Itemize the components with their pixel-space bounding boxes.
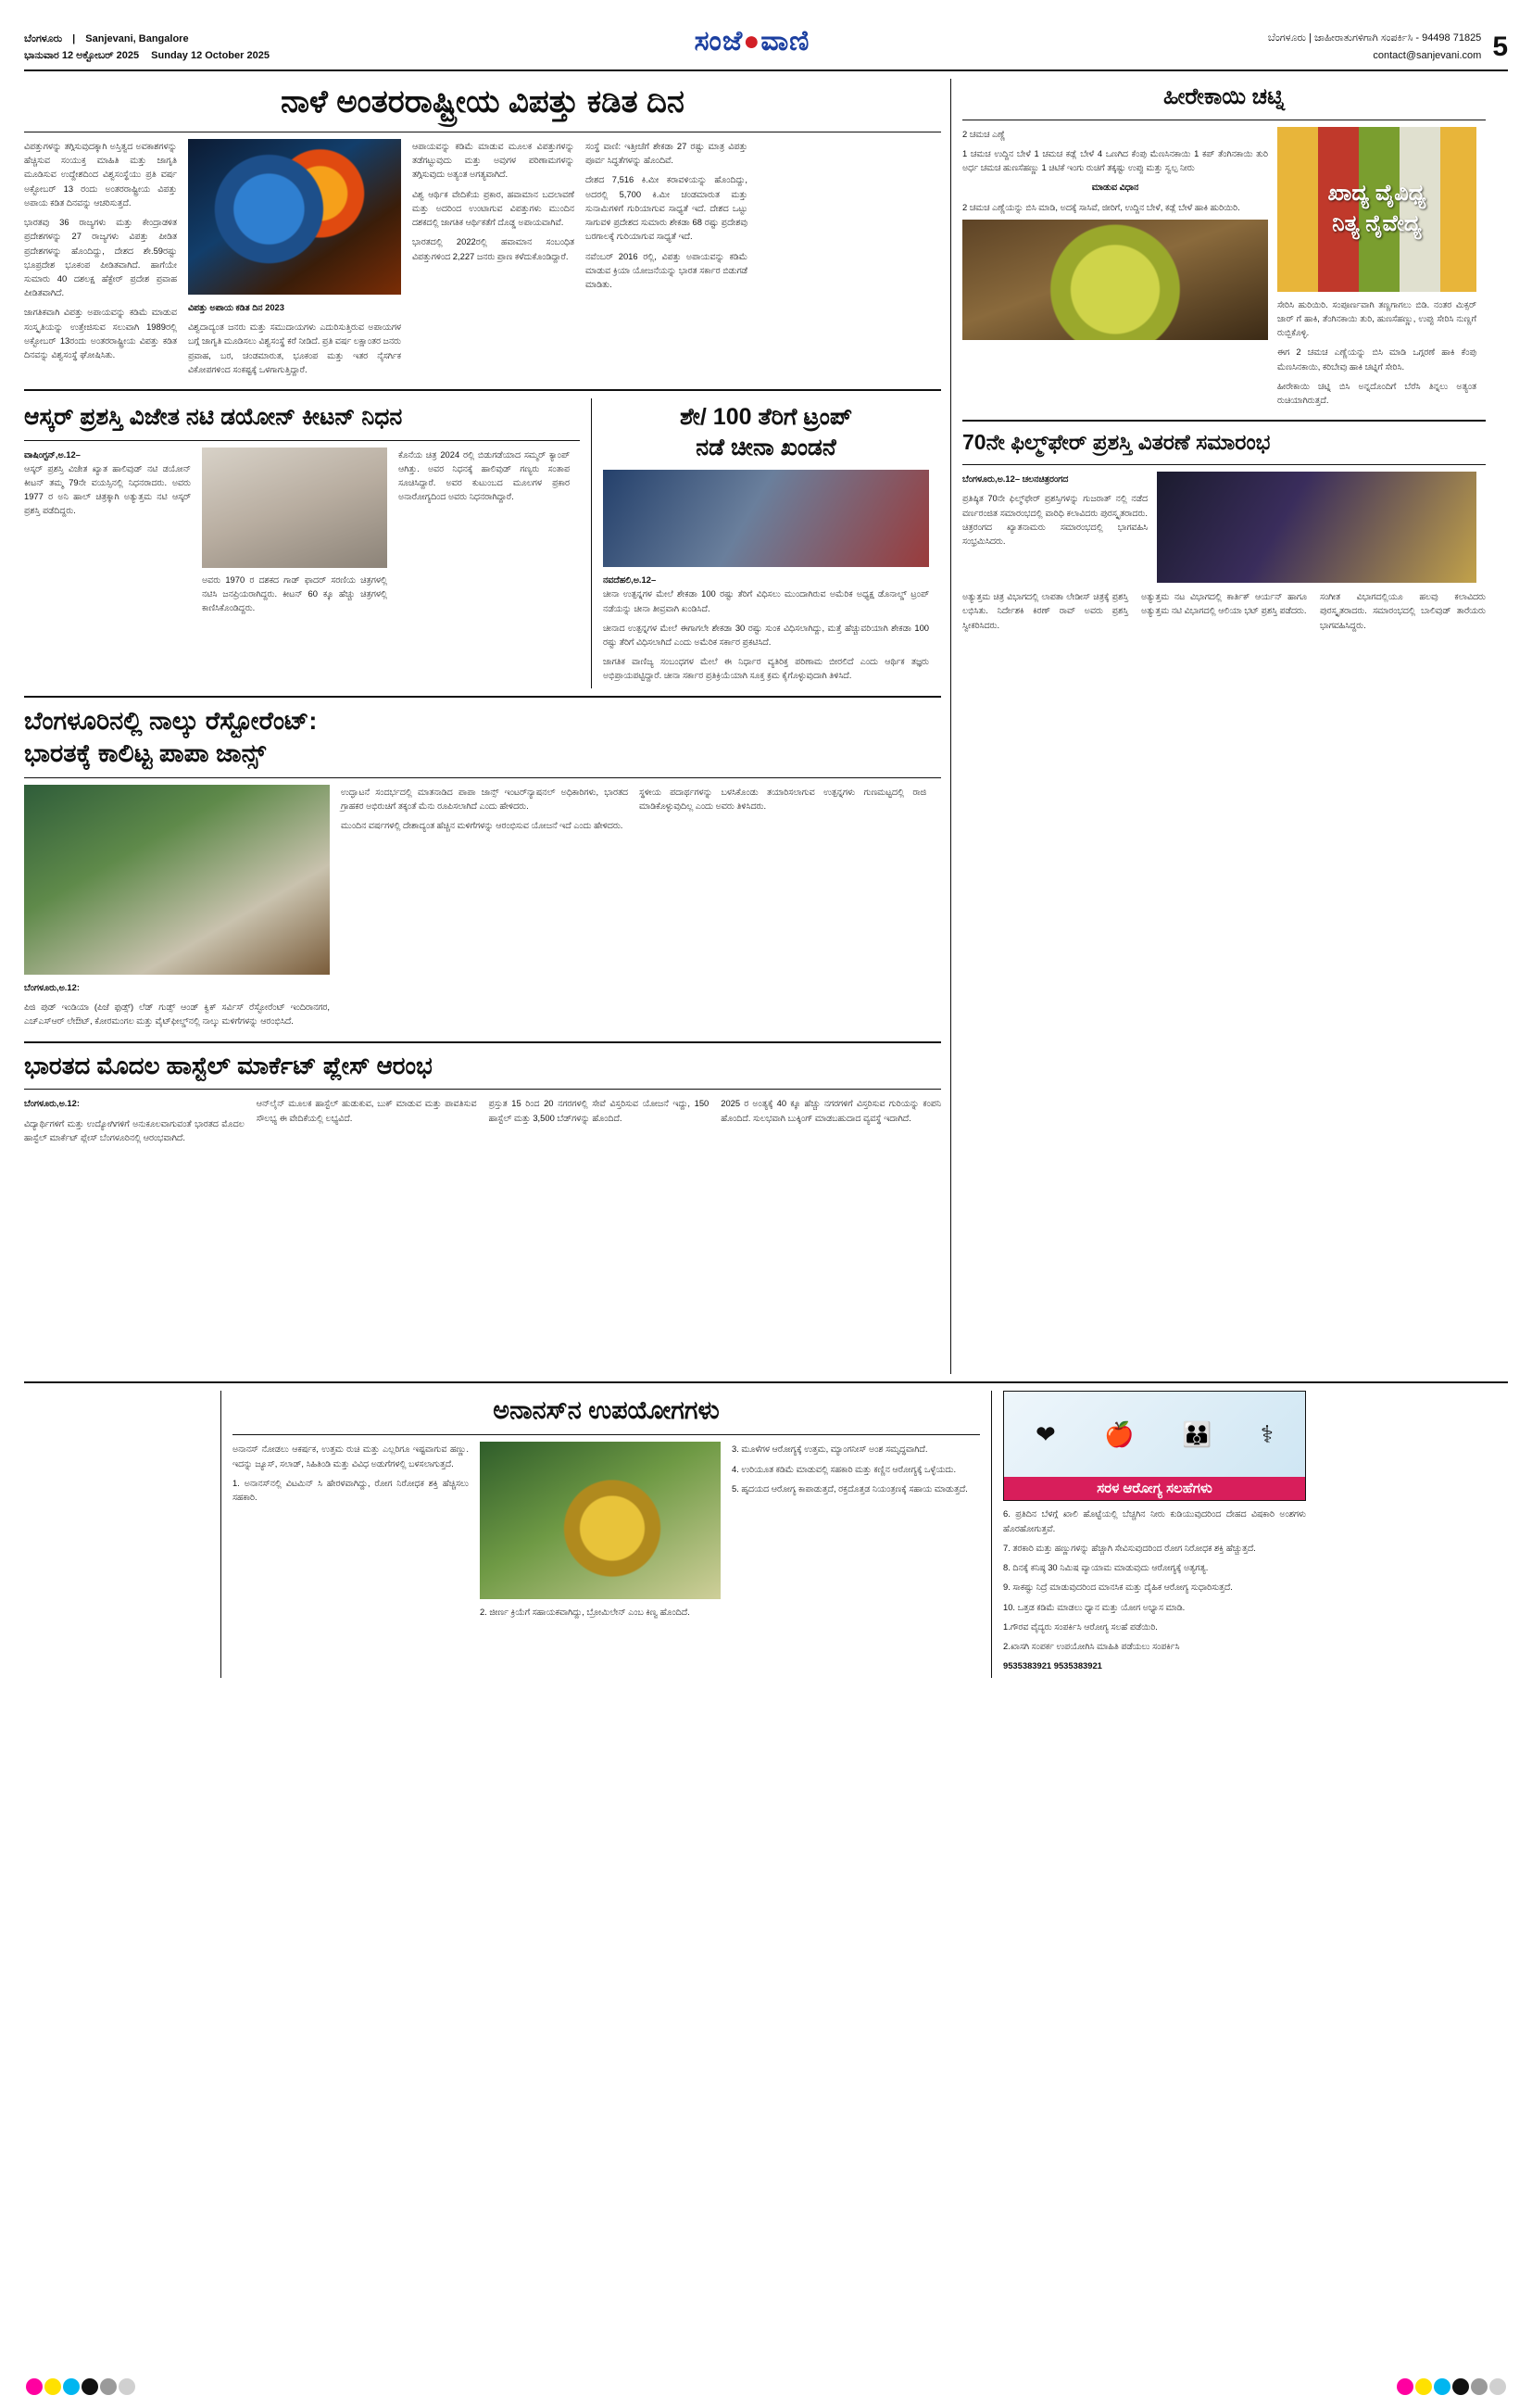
- color-registration-right: [1397, 2378, 1506, 2395]
- lead-headline: ನಾಳೆ ಅಂತರರಾಷ್ಟ್ರೀಯ ವಿಪತ್ತು ಕಡಿತ ದಿನ: [281, 84, 684, 120]
- restaurant-p4: ಮುಂದಿನ ವರ್ಷಗಳಲ್ಲಿ ದೇಶಾದ್ಯಂತ ಹೆಚ್ಚಿನ ಮಳಿಗೆಗಳನ್ನು ಆರಂಭಿಸುವ ಯೋಜನೆ ಇದೆ ಎಂದು ಹೇಳಿದರು.: [341, 820, 623, 831]
- china-headline-l1: ಶೇ/ 100 ತೆರಿಗೆ ಟ್ರಂಪ್: [680, 404, 852, 431]
- restaurant-p3: ಸ್ಥಳೀಯ ಪದಾರ್ಥಗಳನ್ನು ಬಳಸಿಕೊಂಡು ತಯಾರಿಸಲಾಗುವ ಉತ್ಪನ್ನಗಳು ಗುಣಮಟ್ಟದಲ್ಲಿ ರಾಜಿ ಮಾಡಿಕೊಳ್ಳುವುದಿಲ್ಲ ಎಂದು ಅವರು ತಿಳಿಸಿದರು.: [639, 786, 926, 812]
- logo-dot-icon: ●: [743, 26, 761, 57]
- diane-keaton-photo: [202, 448, 387, 568]
- restaurant-p2: ಉದ್ಘಾಟನೆ ಸಂದರ್ಭದಲ್ಲಿ ಮಾತನಾಡಿದ ಪಾಪಾ ಜಾನ್ಸ್ ಇಂಟರ್‌ನ್ಯಾಷನಲ್ ಅಧಿಕಾರಿಗಳು, ಭಾರತದ ಗ್ರಾಹಕರ ಅಭಿರುಚಿಗೆ ತಕ್ಕಂತೆ ಮೆನು ರೂಪಿಸಲಾಗಿದೆ ಎಂದು ಹೇಳಿದರು.: [341, 786, 628, 812]
- earth-disaster-photo: [188, 139, 401, 295]
- lead-col2-p1: ವಿಶ್ವದಾದ್ಯಂತ ಜನರು ಮತ್ತು ಸಮುದಾಯಗಳು ಎದುರಿಸುತ್ತಿರುವ ಅಪಾಯಗಳ ಬಗ್ಗೆ ಜಾಗೃತಿ ಮೂಡಿಸಲು ವಿಶ್ವಸಂಸ್ಥೆ ಕರೆ ನೀಡಿದೆ. ಪ್ರತಿ ವರ್ಷ ಲಕ್ಷಾಂತರ ಜನರು ಪ್ರವಾಹ, ಬರ, ಚಂಡಮಾರುತ, ಭೂಕಂಪ ಮತ್ತು ಇತರ ನೈಸರ್ಗಿಕ ವಿಕೋಪಗಳಿಂದ ಸಂಕಷ್ಟಕ್ಕೆ ಒಳಗಾಗುತ್ತಿದ್ದಾರೆ.: [188, 321, 401, 374]
- lead-col-3: [412, 139, 574, 382]
- health-contact-2: 2.ಖಾಸಗಿ ಸಂಪರ್ಕ ಉಪಯೋಗಿಸಿ ಮಾಹಿತಿ ಪಡೆಯಲು ಸಂಪರ್ಕಿಸಿ: [1003, 1641, 1180, 1652]
- chutney-photo: [962, 220, 1268, 340]
- heart-icon: ❤: [1036, 1419, 1056, 1448]
- lead-p1: ವಿಪತ್ತುಗಳನ್ನು ತಗ್ಗಿಸುವುದಕ್ಕಾಗಿ ಅಸ್ತಿತ್ವದ ಅವಕಾಶಗಳನ್ನು ಹೆಚ್ಚಿಸುವ ಸಂಯುಕ್ತ ಮಾಹಿತಿ ಮತ್ತು ಜಾಗೃತಿ ಮೂಡಿಸುವ ಉದ್ದೇಶದಿಂದ ವಿಶ್ವಸಂಸ್ಥೆಯು ಪ್ರತಿ ವರ್ಷ ಅಕ್ಟೋಬರ್ 13 ರಂದು ಅಂತರರಾಷ್ಟ್ರೀಯ ವಿಪತ್ತು ಅಪಾಯ ಕಡಿತ ದಿನವನ್ನು ಆಚರಿಸುತ್ತದೆ.: [24, 140, 177, 208]
- hirekayi-headline: ಹೀರೇಕಾಯಿ ಚಟ್ನಿ: [1163, 84, 1285, 110]
- restaurant-headline-l1: ಬೆಂಗಳೂರಿನಲ್ಲಿ ನಾಲ್ಕು ರೆಸ್ಟೋರೆಂಟ್:: [24, 706, 318, 735]
- right-column: [950, 79, 1486, 1374]
- masthead-date-en: Sunday 12 October 2025: [151, 49, 270, 61]
- masthead-right: [1174, 26, 1508, 64]
- oscar-p3: ಕೊನೆಯ ಚಿತ್ರ 2024 ರಲ್ಲಿ ಬಿಡುಗಡೆಯಾದ ಸಮ್ಮರ್ ಕ್ಯಾಂಪ್ ಆಗಿತ್ತು. ಅವರ ನಿಧನಕ್ಕೆ ಹಾಲಿವುಡ್ ಗಣ್ಯರು ಸಂತಾಪ ಸೂಚಿಸಿದ್ದಾರೆ. ಅವರ ಕುಟುಂಬದ ಮೂಲಗಳ ಪ್ರಕಾರ ಅನಾರೋಗ್ಯದಿಂದ ಅವರು ನಿಧನರಾಗಿದ್ದಾರೆ.: [398, 448, 570, 502]
- masthead: [24, 26, 1508, 71]
- hostel-p3: ಪ್ರಸ್ತುತ 15 ರಿಂದ 20 ನಗರಗಳಲ್ಲಿ ಸೇವೆ ವಿಸ್ತರಿಸುವ ಯೋಜನೆ ಇದ್ದು, 150 ಹಾಸ್ಟೆಲ್ ಮತ್ತು 3,500 ಬೆಡ್‌ಗಳನ್ನು ಹೊಂದಿದೆ.: [488, 1098, 709, 1123]
- lead-p2: ಭಾರತವು 36 ರಾಜ್ಯಗಳು ಮತ್ತು ಕೇಂದ್ರಾಡಳಿತ ಪ್ರದೇಶಗಳನ್ನು 27 ರಾಜ್ಯಗಳು ವಿಪತ್ತು ಪೀಡಿತ ಪ್ರದೇಶಗಳನ್ನು ಹೊಂದಿದ್ದು, ದೇಶದ ಶೇ.59ರಷ್ಟು ಭೂಪ್ರದೇಶ ಭೂಕಂಪ ಪೀಡಿತವಾಗಿದೆ. ಹಾಗೆಯೇ ಸುಮಾರು 40 ದಶಲಕ್ಷ ಹೆಕ್ಟೇರ್ ಪ್ರದೇಶ ಪ್ರವಾಹ ಪೀಡಿತವಾಗಿದೆ.: [24, 217, 177, 298]
- lead-col3-p1: ಆಪಾಯವನ್ನು ಕಡಿಮೆ ಮಾಡುವ ಮೂಲಕ ವಿಪತ್ತುಗಳನ್ನು ತಡೆಗಟ್ಟುವುದು ಮತ್ತು ಅವುಗಳ ಪರಿಣಾಮಗಳನ್ನು ತಗ್ಗಿಸುವುದು ಅತ್ಯಂತ ಅಗತ್ಯವಾಗಿದೆ.: [412, 140, 574, 180]
- spices-banner-photo: [1277, 127, 1476, 292]
- filmfare-body: [962, 589, 1486, 633]
- page-number: 5: [1492, 32, 1508, 62]
- pineapple-p2: 1. ಅನಾನಸ್‌ನಲ್ಲಿ ವಿಟಮಿನ್ ಸಿ ಹೇರಳವಾಗಿದ್ದು, ರೋಗ ನಿರೋಧಕ ಶಕ್ತಿ ಹೆಚ್ಚಿಸಲು ಸಹಕಾರಿ.: [232, 1477, 469, 1503]
- lead-col3-p3: ಭಾರತದಲ್ಲಿ 2022ರಲ್ಲಿ ಹವಾಮಾನ ಸಂಬಂಧಿತ ವಿಪತ್ತುಗಳಿಂದ 2,227 ಜನರು ಪ್ರಾಣ ಕಳೆದುಕೊಂಡಿದ್ದಾರೆ.: [412, 236, 574, 261]
- apple-icon: 🍎: [1103, 1419, 1135, 1448]
- pineapple-p6: 5. ಹೃದಯದ ಆರೋಗ್ಯ ಕಾಪಾಡುತ್ತದೆ, ರಕ್ತದೊತ್ತಡ ನಿಯಂತ್ರಣಕ್ಕೆ ಸಹಾಯ ಮಾಡುತ್ತದೆ.: [732, 1482, 968, 1494]
- hirekayi-below-1: ಸೇರಿಸಿ ಹುರಿಯಿರಿ. ಸಂಪೂರ್ಣವಾಗಿ ತಣ್ಣಗಾಗಲು ಬಿಡಿ. ನಂತರ ಮಿಕ್ಸರ್ ಜಾರ್ ಗೆ ಹಾಕಿ, ತೆಂಗಿನಕಾಯಿ ತುರಿ, ಹುಣಸೆಹಣ್ಣು, ಉಪ್ಪು ಸೇರಿಸಿ ನುಣ್ಣಗೆ ರುಬ್ಬಿಕೊಳ್ಳಿ.: [1277, 298, 1476, 338]
- bottom-band: [24, 1381, 1508, 1678]
- filmfare-p2: ಅತ್ಯುತ್ತಮ ನಟ ವಿಭಾಗದಲ್ಲಿ ಕಾರ್ತಿಕ್ ಆರ್ಯನ್ ಹಾಗೂ ಅತ್ಯುತ್ತಮ ನಟಿ ವಿಭಾಗದಲ್ಲಿ ಆಲಿಯಾ ಭಟ್ ಪ್ರಶಸ್ತಿ ಪಡೆದರು.: [1141, 591, 1307, 616]
- china-p3: ಜಾಗತಿಕ ವಾಣಿಜ್ಯ ಸಂಬಂಧಗಳ ಮೇಲೆ ಈ ನಿರ್ಧಾರ ವ್ಯತಿರಿಕ್ತ ಪರಿಣಾಮ ಬೀರಲಿದೆ ಎಂದು ಆರ್ಥಿಕ ತಜ್ಞರು ಅಭಿಪ್ರಾಯಪಟ್ಟಿದ್ದಾರೆ. ಚೀನಾ ಸರ್ಕಾರ ಪ್ರತಿಕ್ರಿಯೆಯಾಗಿ ಸೂಕ್ತ ಕ್ರಮ ಕೈಗೊಳ್ಳುವುದಾಗಿ ತಿಳಿಸಿದೆ.: [603, 656, 929, 681]
- article-hostel-marketplace: [24, 1051, 941, 1375]
- restaurant-col-3: [639, 785, 926, 1034]
- masthead-email[interactable]: contact@sanjevani.com: [1373, 49, 1482, 61]
- oscar-p1: ಆಸ್ಕರ್ ಪ್ರಶಸ್ತಿ ವಿಜೇತ ಖ್ಯಾತ ಹಾಲಿವುಡ್ ನಟಿ ಡಯೋನ್ ಕೀಟನ್ ತಮ್ಮ 79ನೇ ವಯಸ್ಸಿನಲ್ಲಿ ನಿಧನರಾದರು. ಅವರು 1977 ರ ಅನಿ ಹಾಲ್ ಚಿತ್ರಕ್ಕಾಗಿ ಅತ್ಯುತ್ತಮ ನಟಿ ಆಸ್ಕರ್ ಪ್ರಶಸ್ತಿ ಪಡೆದಿದ್ದರು.: [24, 462, 191, 516]
- masthead-date-kn: ಭಾನುವಾರ 12 ಅಕ್ಟೋಬರ್ 2025: [24, 49, 140, 61]
- filmfare-p1: ಅತ್ಯುತ್ತಮ ಚಿತ್ರ ವಿಭಾಗದಲ್ಲಿ ಲಾಪತಾ ಲೇಡೀಸ್ ಚಿತ್ರಕ್ಕೆ ಪ್ರಶಸ್ತಿ ಲಭಿಸಿತು. ನಿರ್ದೇಶಕಿ ಕಿರಣ್ ರಾವ್ ಅವರು ಪ್ರಶಸ್ತಿ ಸ್ವೀಕರಿಸಿದರು.: [962, 591, 1128, 630]
- health-phone-numbers: 9535383921 9535383921: [1003, 1660, 1102, 1671]
- masthead-left: [24, 26, 330, 64]
- oscar-p2: ಅವರು 1970 ರ ದಶಕದ ಗಾಡ್ ಫಾದರ್ ಸರಣಿಯ ಚಿತ್ರಗಳಲ್ಲಿ ನಟಿಸಿ ಜನಪ್ರಿಯರಾಗಿದ್ದರು. ಕೀಟನ್ 60 ಕ್ಕೂ ಹೆಚ್ಚು ಚಿತ್ರಗಳಲ್ಲಿ ಕಾಣಿಸಿಕೊಂಡಿದ್ದರು.: [202, 574, 387, 613]
- filmfare-intro: ಪ್ರತಿಷ್ಠಿತ 70ನೇ ಫಿಲ್ಮ್‌ಫೇರ್ ಪ್ರಶಸ್ತಿಗಳನ್ನು ಗುಜರಾತ್ ನಲ್ಲಿ ನಡೆದ ವರ್ಣರಂಜಿತ ಸಮಾರಂಭದಲ್ಲಿ ವಾರಿಧಿ ಕಲಾವಿದರು ಪುರಸ್ಕೃತರಾದರು. ಚಿತ್ರರಂಗದ ಖ್ಯಾತನಾಮರು ಸಮಾರಂಭದಲ್ಲಿ ಭಾಗವಹಿಸಿ ಸಂಭ್ರಮಿಸಿದರು.: [962, 493, 1148, 547]
- ribbon-cutting-photo: [24, 785, 330, 975]
- filmfare-p3: ಸಂಗೀತ ವಿಭಾಗದಲ್ಲಿಯೂ ಹಲವು ಕಲಾವಿದರು ಪುರಸ್ಕೃತರಾದರು. ಸಮಾರಂಭದಲ್ಲಿ ಬಾಲಿವುಡ್ ತಾರೆಯರು ಭಾಗವಹಿಸಿದ್ದರು.: [1320, 591, 1486, 630]
- article-filmfare: [962, 429, 1486, 633]
- hostel-dateline: ಬೆಂಗಳೂರು,ಅ.12:: [24, 1098, 80, 1109]
- lead-col4-p2: ದೇಶದ 7,516 ಕಿ.ಮೀ ಕರಾವಳಿಯನ್ನು ಹೊಂದಿದ್ದು, ಅದರಲ್ಲಿ 5,700 ಕಿ.ಮೀ ಚಂಡಮಾರುತ ಮತ್ತು ಸುನಾಮಿಗಳಿಗೆ ಗುರಿಯಾಗುವ ಸಾಧ್ಯತೆ ಇದೆ. ದೇಶದ ಒಟ್ಟು ಸಾಗುವಳಿ ಪ್ರದೇಶದ ಸುಮಾರು ಶೇಕಡಾ 68 ರಷ್ಟು ಪ್ರದೇಶವು ಬರಗಾಲಕ್ಕೆ ಗುರಿಯಾಗುವ ಸಾಧ್ಯತೆ ಇದೆ.: [585, 174, 747, 242]
- article-pineapple: [220, 1391, 980, 1678]
- china-dateline: ನವದೆಹಲಿ,ಅ.12–: [603, 574, 657, 586]
- pineapple-headline: ಅನಾನಸ್‌ನ ಉಪಯೋಗಗಳು: [493, 1396, 720, 1425]
- stethoscope-icon: ⚕: [1260, 1419, 1274, 1448]
- hostel-p1: ವಿದ್ಯಾರ್ಥಿಗಳಿಗೆ ಮತ್ತು ಉದ್ಯೋಗಿಗಳಿಗೆ ಅನುಕೂಲವಾಗುವಂತೆ ಭಾರತದ ಮೊದಲ ಹಾಸ್ಟೆಲ್ ಮಾರ್ಕೆಟ್ ಪ್ಲೇಸ್ ಬೆಂಗಳೂರಿನಲ್ಲಿ ಆರಂಭವಾಗಿದೆ.: [24, 1117, 245, 1142]
- hostel-headline: ಭಾರತದ ಮೊದಲ ಹಾಸ್ಟೆಲ್ ಮಾರ್ಕೆಟ್ ಪ್ಲೇಸ್ ಆರಂಭ: [24, 1051, 433, 1079]
- restaurant-col-2: [341, 785, 628, 1034]
- trump-xi-photo: [603, 470, 929, 567]
- lead-col4-p3: ನವೆಂಬರ್ 2016 ರಲ್ಲಿ, ವಿಪತ್ತು ಅಪಾಯವನ್ನು ಕಡಿಮೆ ಮಾಡುವ ಕ್ರಿಯಾ ಯೋಜನೆಯನ್ನು ಭಾರತ ಸರ್ಕಾರ ಬಿಡುಗಡೆ ಮಾಡಿತು.: [585, 250, 747, 289]
- banner-line-2: ನಿತ್ಯ ನೈವೇದ್ಯ: [1332, 210, 1422, 236]
- health-icons-row: [1004, 1392, 1305, 1477]
- lead-col4-p1: ಸಂಸ್ಥೆ ವಾಣಿ: ಇತ್ತೀಚೆಗೆ ಶೇಕಡಾ 27 ರಷ್ಟು ಮಾತ್ರ ವಿಪತ್ತು ಪೂರ್ವ ಸಿದ್ಧತೆಗಳನ್ನು ಹೊಂದಿವೆ.: [585, 140, 747, 166]
- hostel-p2: ಆನ್‌ಲೈನ್ ಮೂಲಕ ಹಾಸ್ಟೆಲ್ ಹುಡುಕುವ, ಬುಕ್ ಮಾಡುವ ಮತ್ತು ಪಾವತಿಸುವ ಸೌಲಭ್ಯ ಈ ವೇದಿಕೆಯಲ್ಲಿ ಲಭ್ಯವಿದೆ.: [256, 1098, 477, 1123]
- hirekayi-line-2: 1 ಚಮಚ ಉದ್ದಿನ ಬೇಳೆ 1 ಚಮಚ ಕಡ್ಲೆ ಬೇಳೆ 4 ಒಣಗಿದ ಕೆಂಪು ಮೆಣಸಿನಕಾಯಿ 1 ಕಪ್ ತೆಂಗಿನಕಾಯಿ ತುರಿ ಅರ್ಧ ಚಮಚ ಹುಣಸೆಹಣ್ಣು 1 ಚಿಟಿಕೆ ಇಂಗು ರುಚಿಗೆ ತಕ್ಕಷ್ಟು ಉಪ್ಪು ಮತ್ತು ಸ್ವಲ್ಪ ನೀರು: [962, 147, 1268, 173]
- lead-col-4: [585, 139, 747, 382]
- health-item-2: 7. ತರಕಾರಿ ಮತ್ತು ಹಣ್ಣುಗಳನ್ನು ಹೆಚ್ಚಾಗಿ ಸೇವಿಸುವುದರಿಂದ ರೋಗ ನಿರೋಧಕ ಶಕ್ತಿ ಹೆಚ್ಚುತ್ತದೆ.: [1003, 1542, 1256, 1553]
- oscar-headline: ಆಸ್ಕರ್ ಪ್ರಶಸ್ತಿ ವಿಜೇತ ನಟಿ ಡಯೋನ್ ಕೀಟನ್ ನಿಧನ: [24, 404, 403, 431]
- masthead-logo: [330, 26, 1174, 57]
- oscar-dateline: ವಾಷಿಂಗ್ಟನ್,ಅ.12–: [24, 448, 81, 460]
- hirekayi-below-3: ಹೀರೇಕಾಯಿ ಚಟ್ನಿ ಬಿಸಿ ಅನ್ನದೊಂದಿಗೆ ಬೆರೆಸಿ ತಿನ್ನಲು ಅತ್ಯಂತ ರುಚಿಯಾಗಿರುತ್ತದೆ.: [1277, 380, 1476, 405]
- filmfare-headline: 70ನೇ ಫಿಲ್ಮ್‌ಫೇರ್ ಪ್ರಶಸ್ತಿ ವಿತರಣೆ ಸಮಾರಂಭ: [962, 430, 1271, 455]
- pineapple-p3: 2. ಜೀರ್ಣ ಕ್ರಿಯೆಗೆ ಸಹಾಯಕವಾಗಿದ್ದು, ಬ್ರೋಮಿಲೇನ್ ಎಂಬ ಕಿಣ್ವ ಹೊಂದಿದೆ.: [480, 1607, 690, 1618]
- restaurant-headline-l2: ಭಾರತಕ್ಕೆ ಕಾಲಿಟ್ಟ ಪಾಪಾ ಜಾನ್ಸ್: [24, 738, 267, 767]
- article-china-tariff: [591, 398, 929, 688]
- pineapple-p5: 4. ಉರಿಯೂತ ಕಡಿಮೆ ಮಾಡುವಲ್ಲಿ ಸಹಕಾರಿ ಮತ್ತು ಕಣ್ಣಿನ ಆರೋಗ್ಯಕ್ಕೆ ಒಳ್ಳೆಯದು.: [732, 1463, 957, 1474]
- logo-text-2: ವಾಣಿ: [760, 26, 810, 57]
- pineapple-p1: ಅನಾನಸ್ ನೋಡಲು ಆಕರ್ಷಕ, ಉತ್ತಮ ರುಚಿ ಮತ್ತು ಎಲ್ಲರಿಗೂ ಇಷ್ಟವಾಗುವ ಹಣ್ಣು. ಇದನ್ನು ಜ್ಯೂಸ್, ಸಲಾಡ್, ಸಿಹಿತಿಂಡಿ ಮತ್ತು ವಿವಿಧ ಅಡುಗೆಗಳಲ್ಲಿ ಬಳಸಲಾಗುತ್ತದೆ.: [232, 1444, 469, 1469]
- china-headline: [603, 402, 929, 462]
- masthead-ad-contact: ಬೆಂಗಳೂರು | ಜಾಹೀರಾತುಗಳಿಗಾಗಿ ಸಂಪರ್ಕಿಸಿ - 94498 71825: [1267, 32, 1482, 44]
- china-p1: ಚೀನಾ ಉತ್ಪನ್ನಗಳ ಮೇಲೆ ಶೇಕಡಾ 100 ರಷ್ಟು ತೆರಿಗೆ ವಿಧಿಸಲು ಮುಂದಾಗಿರುವ ಅಮೆರಿಕ ಅಧ್ಯಕ್ಷ ಡೊನಾಲ್ಡ್ ಟ್ರಂಪ್ ನಡೆಯನ್ನು ಚೀನಾ ತೀವ್ರವಾಗಿ ಖಂಡಿಸಿದೆ.: [603, 588, 929, 613]
- health-banner-title: ಸರಳ ಆರೋಗ್ಯ ಸಲಹೆಗಳು: [1004, 1477, 1305, 1500]
- restaurant-headline: [24, 705, 941, 770]
- masthead-city-en: Sanjevani, Bangalore: [85, 33, 189, 44]
- article-hirekayi-chutney: [962, 82, 1486, 412]
- china-headline-l2: ನಡೆ ಚೀನಾ ಖಂಡನೆ: [696, 434, 836, 460]
- masthead-sep: |: [72, 33, 76, 44]
- lead-p3: ಜಾಗತಿಕವಾಗಿ ವಿಪತ್ತು ಅಪಾಯವನ್ನು ಕಡಿಮೆ ಮಾಡುವ ಸಂಸ್ಕೃತಿಯನ್ನು ಉತ್ತೇಜಿಸುವ ಸಲುವಾಗಿ 1989ರಲ್ಲಿ ಅಕ್ಟೋಬರ್ 13ರಂದು ಅಂತರರಾಷ್ಟ್ರೀಯ ವಿಪತ್ತು ಕಡಿತ ದಿನವನ್ನು ವಿಶ್ವಸಂಸ್ಥೆ ಘೋಷಿಸಿತು.: [24, 307, 177, 360]
- left-column: [24, 79, 941, 1374]
- health-item-3: 8. ದಿನಕ್ಕೆ ಕನಿಷ್ಠ 30 ನಿಮಿಷ ವ್ಯಾಯಾಮ ಮಾಡುವುದು ಆರೋಗ್ಯಕ್ಕೆ ಅತ್ಯಗತ್ಯ.: [1003, 1562, 1209, 1573]
- hostel-p4: 2025 ರ ಅಂತ್ಯಕ್ಕೆ 40 ಕ್ಕೂ ಹೆಚ್ಚು ನಗರಗಳಿಗೆ ವಿಸ್ತರಿಸುವ ಗುರಿಯನ್ನು ಕಂಪನಿ ಹೊಂದಿದೆ. ಸುಲಭವಾಗಿ ಬುಕ್ಕಿಂಗ್ ಮಾಡಬಹುದಾದ ವ್ಯವಸ್ಥೆ ಇದಾಗಿದೆ.: [721, 1098, 941, 1123]
- article-diane-keaton: [24, 398, 580, 688]
- hirekayi-recipe-text: [962, 127, 1268, 413]
- banner-line-1: ಖಾದ್ಯ ವೈವಿಧ್ಯ: [1327, 181, 1426, 207]
- masthead-city-kn: ಬೆಂಗಳೂರು: [24, 33, 63, 44]
- article-papa-johns: [24, 705, 941, 1034]
- pineapple-p4: 3. ಮೂಳೆಗಳ ಆರೋಗ್ಯಕ್ಕೆ ಉತ್ತಮ, ಮ್ಯಾಂಗನೀಸ್ ಅಂಶ ಸಮೃದ್ಧವಾಗಿದೆ.: [732, 1444, 928, 1455]
- hirekayi-method-title: ಮಾಡುವ ವಿಧಾನ: [1091, 182, 1139, 193]
- color-registration-left: [26, 2378, 135, 2395]
- hirekayi-line-4: 2 ಚಮಚ ಎಣ್ಣೆಯನ್ನು ಬಿಸಿ ಮಾಡಿ, ಅದಕ್ಕೆ ಸಾಸಿವೆ, ಜೀರಿಗೆ, ಉದ್ದಿನ ಬೇಳೆ, ಕಡ್ಲೆ ಬೇಳೆ ಹಾಕಿ ಹುರಿಯಿರಿ.: [962, 201, 1240, 212]
- filmfare-dateline: ಬೆಂಗಳೂರು,ಅ.12– ಚಲನಚಿತ್ರರಂಗದ: [962, 473, 1069, 485]
- china-p2: ಚೀನಾದ ಉತ್ಪನ್ನಗಳ ಮೇಲೆ ಈಗಾಗಲೇ ಶೇಕಡಾ 30 ರಷ್ಟು ಸುಂಕ ವಿಧಿಸಲಾಗಿದ್ದು, ಮತ್ತೆ ಹೆಚ್ಚುವರಿಯಾಗಿ ಶೇಕಡಾ 100 ರಷ್ಟು ತೆರಿಗೆ ವಿಧಿಸಲಾಗಿದೆ ಎಂದು ಅಮೆರಿಕ ಸರ್ಕಾರ ಪ್ರಕಟಿಸಿದೆ.: [603, 622, 929, 647]
- logo-text-1: ಸಂಜೆ: [694, 26, 744, 57]
- health-tips-box: [991, 1391, 1306, 1678]
- health-item-5: 10. ಒತ್ತಡ ಕಡಿಮೆ ಮಾಡಲು ಧ್ಯಾನ ಮತ್ತು ಯೋಗ ಅಭ್ಯಾಸ ಮಾಡಿ.: [1003, 1601, 1186, 1612]
- health-item-1: 6. ಪ್ರತಿದಿನ ಬೆಳಗ್ಗೆ ಖಾಲಿ ಹೊಟ್ಟೆಯಲ್ಲಿ ಬೆಚ್ಚಗಿನ ನೀರು ಕುಡಿಯುವುದರಿಂದ ದೇಹದ ವಿಷಕಾರಿ ಅಂಶಗಳು ಹೊರಹೋಗುತ್ತವೆ.: [1003, 1508, 1306, 1533]
- hirekayi-below-2: ಈಗ 2 ಚಮಚ ಎಣ್ಣೆಯನ್ನು ಬಿಸಿ ಮಾಡಿ ಒಗ್ಗರಣೆ ಹಾಕಿ ಕೆಂಪು ಮೆಣಸಿನಕಾಯಿ, ಕರಿಬೇವು ಹಾಕಿ ಚಟ್ನಿಗೆ ಸೇರಿಸಿ.: [1277, 347, 1476, 372]
- hostel-body: [24, 1096, 941, 1374]
- family-icon: 👪: [1182, 1419, 1212, 1448]
- lead-col3-p2: ವಿಶ್ವ ಆರ್ಥಿಕ ವೇದಿಕೆಯ ಪ್ರಕಾರ, ಹವಾಮಾನ ಬದಲಾವಣೆ ಮತ್ತು ಅದರಿಂದ ಉಂಟಾಗುವ ವಿಪತ್ತುಗಳು ಮುಂದಿನ ದಶಕದಲ್ಲಿ ಜಾಗತಿಕ ಆರ್ಥಿಕತೆಗೆ ದೊಡ್ಡ ಅಪಾಯವಾಗಿವೆ.: [412, 188, 574, 228]
- health-item-4: 9. ಸಾಕಷ್ಟು ನಿದ್ರೆ ಮಾಡುವುದರಿಂದ ಮಾನಸಿಕ ಮತ್ತು ದೈಹಿಕ ಆರೋಗ್ಯ ಸುಧಾರಿಸುತ್ತದೆ.: [1003, 1582, 1233, 1593]
- restaurant-p1: ಪಿಜಿ ಪುಡ್ ಇಂಡಿಯಾ (ಪಿಜೆ ಫುಡ್ಸ್) ಲೆಡ್ ಗುಡ್ಸ್ ಆಂಡ್ ಕ್ವಿಕ್ ಸರ್ವಿಸ್ ರೆಸ್ಟೋರೆಂಟ್ ಇಂದಿರಾನಗರ, ಎಚ್ಎಸ್ಆರ್ ಲೇಔಟ್, ಕೋರಮಂಗಲ ಮತ್ತು ವೈಟ್‌ಫೀಲ್ಡ್‌ನಲ್ಲಿ ನಾಲ್ಕು ಮಳಿಗೆಗಳನ್ನು ಆರಂಭಿಸಿದೆ.: [24, 1002, 330, 1027]
- hirekayi-line-1: 2 ಚಮಚ ಎಣ್ಣೆ: [962, 128, 1006, 139]
- lead-col-1: [24, 139, 177, 382]
- pineapple-photo: [480, 1442, 721, 1599]
- article-disaster-day: [24, 82, 941, 382]
- health-contact-1: 1.ಗೌರವ ವೈದ್ಯರು ಸಂಪರ್ಕಿಸಿ ಆರೋಗ್ಯ ಸಲಹೆ ಪಡೆಯಿರಿ.: [1003, 1620, 1158, 1632]
- restaurant-dateline: ಬೆಂಗಳೂರು,ಅ.12:: [24, 981, 80, 992]
- lead-photo-caption: ವಿಪತ್ತು ಅಪಾಯ ಕಡಿತ ದಿನ 2023: [188, 301, 284, 312]
- filmfare-photo: [1157, 472, 1476, 583]
